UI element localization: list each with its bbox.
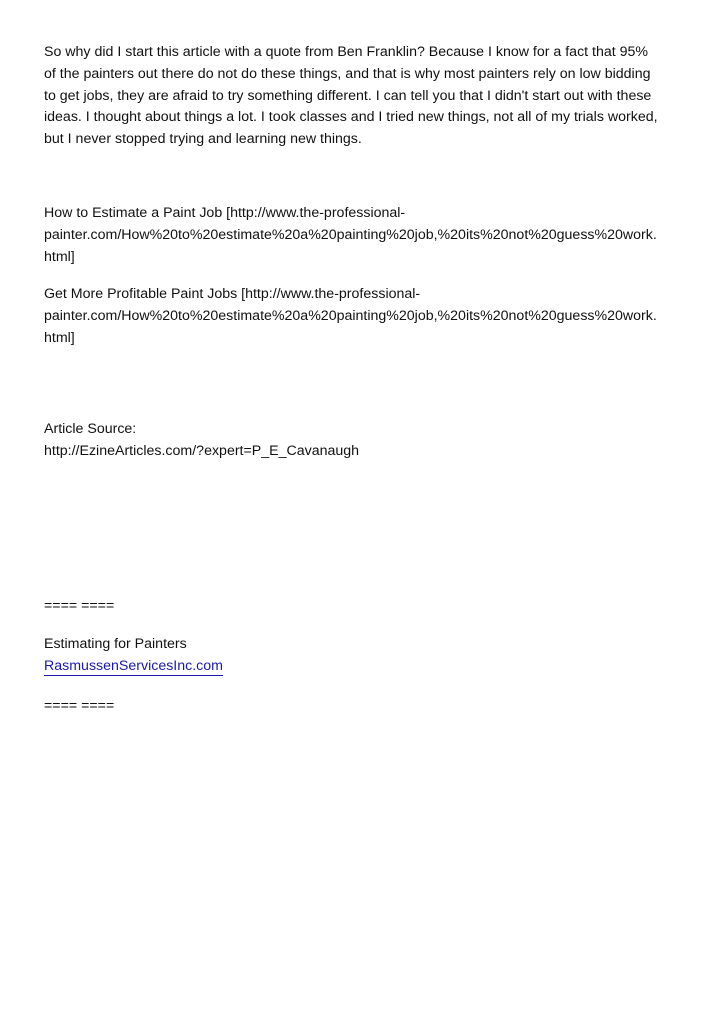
estimate-link-paragraph xyxy=(44,203,694,268)
link-line: How to Estimate a Paint Job [http://www.the-professional- xyxy=(44,205,406,221)
intro-line: of the painters out there do not do these things, and that is why most painters rely on low bidding xyxy=(44,65,651,82)
separator-text: ==== ==== xyxy=(44,698,115,714)
separator-bottom xyxy=(44,696,694,718)
footer-link[interactable]: RasmussenServicesInc.com xyxy=(44,657,223,674)
intro-line: but I never stopped trying and learning new things. xyxy=(44,131,362,148)
article-source xyxy=(44,419,694,463)
intro-line: to get jobs, they are afraid to try something different. I can tell you that I didn't start out with these xyxy=(44,87,652,104)
source-url[interactable]: http://EzineArticles.com/?expert=P_E_Cavanaugh xyxy=(44,442,360,459)
profitable-link-paragraph xyxy=(44,284,694,349)
link-line: Get More Profitable Paint Jobs [http://www.the-professional- xyxy=(44,286,421,302)
separator-text: ==== ==== xyxy=(44,598,115,614)
intro-line: ideas. I thought about things a lot. I took classes and I tried new things, not all of my trials worked, xyxy=(44,109,658,126)
link-line: html] xyxy=(44,248,75,265)
intro-line: So why did I start this article with a quote from Ben Franklin? Because I know for a fact that 95% xyxy=(44,44,649,60)
separator-top xyxy=(44,596,694,618)
footer-title: Estimating for Painters xyxy=(44,636,187,652)
footer-block xyxy=(44,634,694,678)
link-line: painter.com/How%20to%20estimate%20a%20painting%20job,%20its%20not%20guess%20work. xyxy=(44,307,657,324)
intro-paragraph xyxy=(44,42,694,151)
source-label: Article Source: xyxy=(44,421,137,437)
footer-link-line xyxy=(44,656,694,678)
link-line: html] xyxy=(44,329,75,346)
link-line: painter.com/How%20to%20estimate%20a%20painting%20job,%20its%20not%20guess%20work. xyxy=(44,226,657,243)
